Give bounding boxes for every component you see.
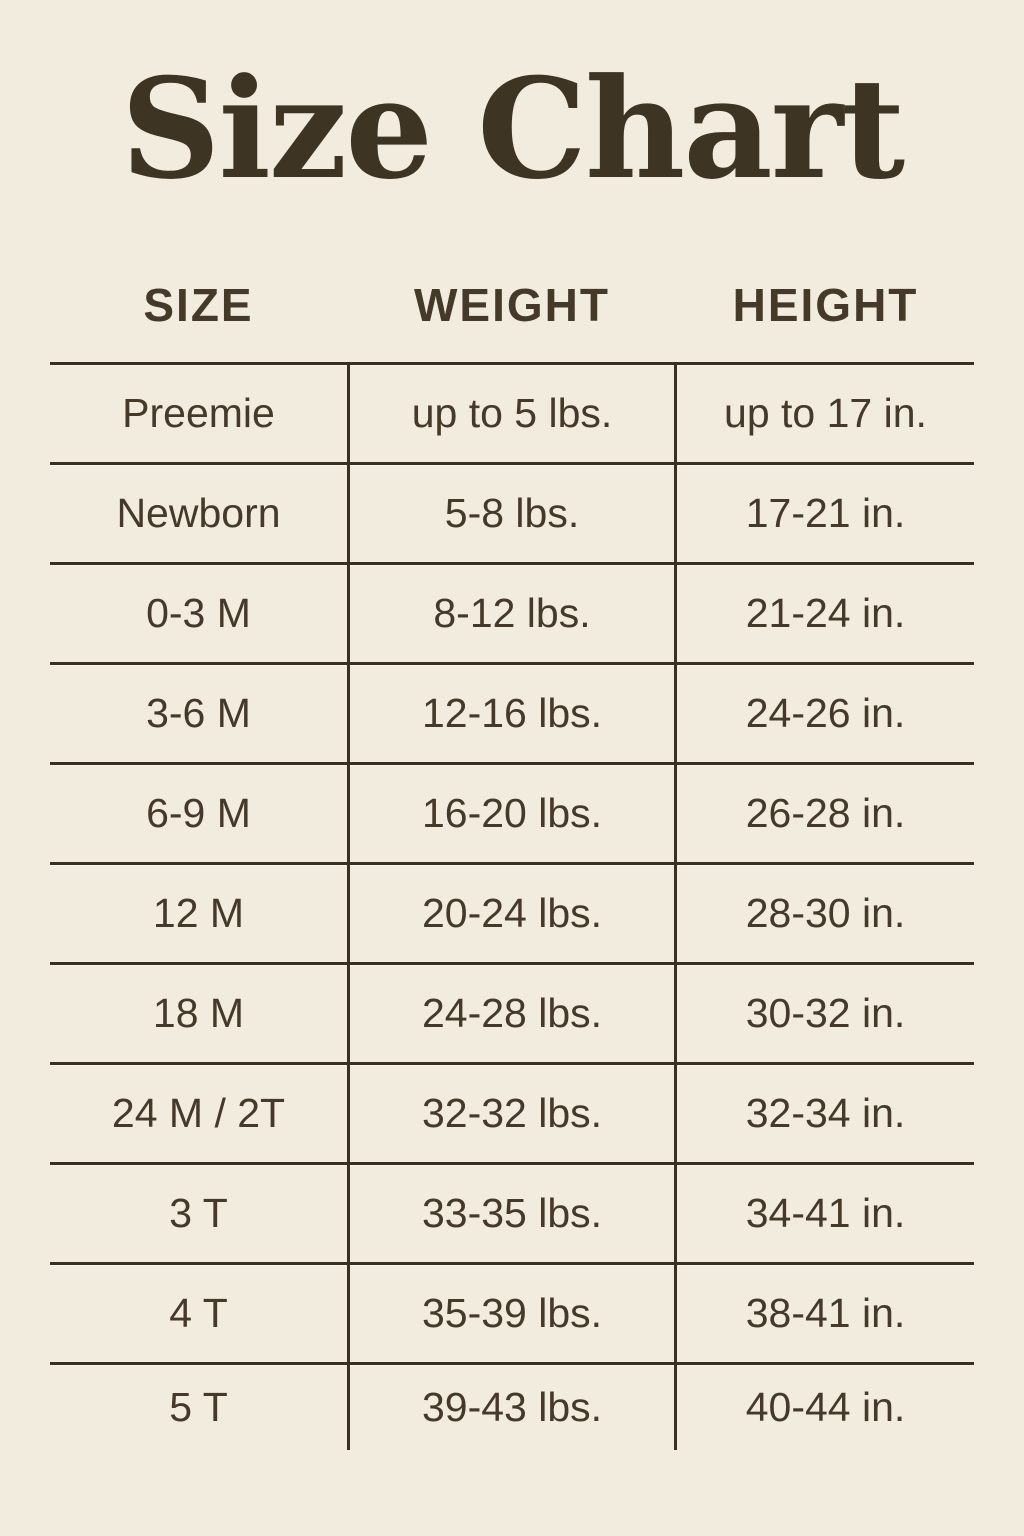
height-cell: 24-26 in. [745,689,906,736]
column-header-weight: WEIGHT [414,278,610,331]
table-row [50,862,974,962]
weight-cell: 8-12 lbs. [347,565,677,662]
height-cell: 32-34 in. [745,1089,906,1136]
table-row [50,1362,974,1450]
height-cell: 34-41 in. [745,1189,906,1236]
size-cell: 18 M [152,989,245,1036]
height-cell: 28-30 in. [745,889,906,936]
size-cell: 0-3 M [146,589,251,636]
height-cell: up to 17 in. [724,389,927,436]
height-cell: 38-41 in. [745,1289,906,1336]
size-cell: 24 M / 2T [111,1089,286,1136]
height-cell: 40-44 in. [745,1383,906,1430]
size-cell: 5 T [169,1383,228,1430]
height-cell: 26-28 in. [745,789,906,836]
size-cell: Preemie [122,389,275,436]
size-cell: 12 M [152,889,245,936]
size-cell: 6-9 M [146,789,251,836]
table-row [50,762,974,862]
column-header-size: SIZE [143,278,254,331]
table-row [50,962,974,1062]
table-row [50,362,974,462]
weight-cell: 32-32 lbs. [347,1065,677,1162]
table-row [50,1062,974,1162]
table-row [50,462,974,562]
height-cell: 30-32 in. [745,989,906,1036]
table-row [50,562,974,662]
table-row [50,1262,974,1362]
weight-cell: 16-20 lbs. [347,765,677,862]
height-cell: 17-21 in. [745,489,906,536]
height-cell: 21-24 in. [745,589,906,636]
weight-cell: up to 5 lbs. [347,365,677,462]
weight-cell: 20-24 lbs. [347,865,677,962]
weight-cell: 5-8 lbs. [347,465,677,562]
weight-cell: 33-35 lbs. [347,1165,677,1262]
table-row [50,662,974,762]
size-cell: 3-6 M [146,689,251,736]
page-title: Size Chart [120,47,904,210]
table-header-row [50,212,974,362]
size-cell: 3 T [169,1189,228,1236]
weight-cell: 39-43 lbs. [347,1365,677,1450]
weight-cell: 35-39 lbs. [347,1265,677,1362]
column-header-height: HEIGHT [732,278,919,331]
table-body [50,362,974,1450]
weight-cell: 24-28 lbs. [347,965,677,1062]
size-table [50,212,974,1450]
weight-cell: 12-16 lbs. [347,665,677,762]
size-cell: 4 T [169,1289,228,1336]
size-cell: Newborn [116,489,281,536]
table-row [50,1162,974,1262]
